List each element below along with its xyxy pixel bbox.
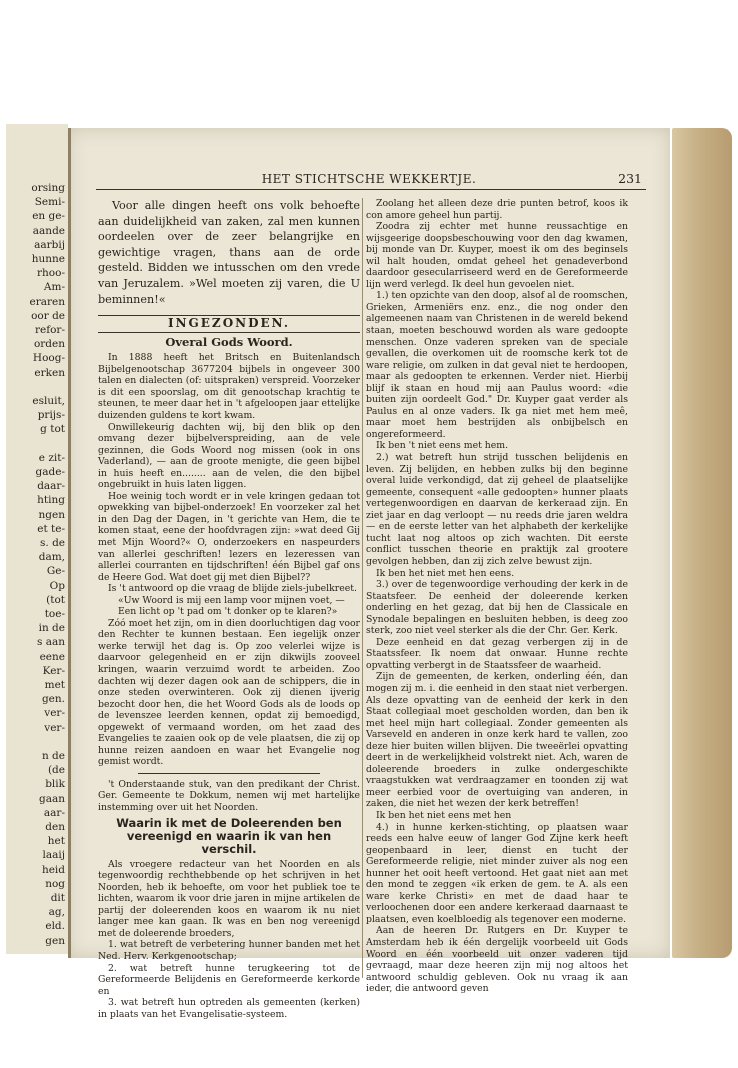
left-page-line: (tot: [46, 593, 65, 606]
left-page-line: ngen: [38, 508, 65, 521]
right-page: [68, 128, 670, 1020]
left-page-line: n de: [41, 750, 65, 762]
left-page-line: esluit,: [32, 395, 65, 407]
section-heading: INGEZONDEN.: [98, 315, 360, 333]
left-page-line: hting: [37, 494, 65, 507]
left-page-line: (de: [47, 764, 65, 777]
left-page-line: Semi-: [34, 196, 65, 209]
left-page-line: dit: [50, 892, 65, 904]
left-page-line: gaan: [38, 792, 65, 805]
page-number: 231: [618, 171, 642, 186]
left-page-line: s aan: [36, 636, 65, 649]
left-page-line: nog: [45, 877, 65, 890]
article-paragraph: Hoe weinig toch wordt er in vele kringen gedaan tot opwekking van bijbel-onderzoek! En voorzeker zal het in den Dag der Dagen, in 't gerichte van Hem, die te komen staat, eene der hoofdvragen zijn: »wat deed Gij met Mijn Woord?« O, onderzoekers en naspeurders van allerlei geschriften! lezers en lezeressen van allerlei courranten en tijdschriften! één Bijbel gaf ons de Heere God. Wat doet gij met dien Bijbel??: [98, 490, 360, 583]
left-page-line: aarbij: [34, 238, 65, 251]
left-page-fragment: [6, 124, 68, 954]
left-page-line: Op: [49, 579, 65, 592]
column-right: [366, 198, 628, 995]
article-title: Waarin ik met de Doleerenden ben vereenigd en waarin ik van hen verschil.: [116, 815, 342, 856]
article-paragraph: 4.) in hunne kerken-stichting, op plaatsen waar reeds een halve eeuw of langer God Zijne kerk heeft geopenbaard in leer, dienst en tucht der Gereformeerde religie, niet minder zuiver als nog een hunner het ooit heeft vertoond. Het gaat niet aan met den mond te zeggen «ik erken de gem. te A. als een ware kerke Christi» en met de daad haar te verloochenen door een andere kerkeraad daarnaast te plaatsen, even koelbloedig als tegenover een moderne.: [366, 821, 628, 925]
left-page-line: Ge-: [46, 565, 65, 578]
left-page-line: en ge-: [32, 210, 65, 223]
left-page-line: heid: [41, 863, 65, 876]
left-page-line: ver-: [44, 707, 65, 720]
verse-line: «Uw Woord is mij een lamp voor mijnen voet, —: [118, 594, 345, 606]
left-page-line: Hoog-: [32, 352, 65, 365]
left-page-line: den: [45, 821, 65, 833]
left-page-line: het: [47, 835, 65, 848]
left-page-line: blik: [45, 778, 65, 791]
left-page-line: ver-: [44, 721, 65, 734]
column-divider: [362, 198, 363, 978]
left-page-line: met: [44, 679, 65, 691]
article-paragraph: Onwillekeurig dachten wij, bij den blik op den omvang dezer bijbelverspreiding, aan de vele gezinnen, die Gods Woord nog missen (ook in ons Vaderland), — aan de groote menigte, die geen bijbel in huis heeft en........ aan de velen, die den bijbel ongebruikt in huis laten liggen.: [98, 421, 360, 491]
left-page-line: eraren: [29, 295, 65, 308]
left-page-line: orsing: [31, 182, 65, 194]
left-page-line: in de: [38, 622, 65, 635]
left-page-line: hunne: [31, 253, 65, 265]
article-paragraph: Zoolang het alleen deze drie punten betrof, koos ik con amore geheel hun partij.: [366, 198, 628, 221]
column-left: [98, 198, 360, 1020]
article-paragraph: 2.) wat betreft hun strijd tusschen belijdenis en leven. Zij belijden, en hebben zulks bij den beginne overal luide verkondigd, dat zij geheel de plaatselijke gemeente, consequent «alle gedoopten» hunner plaats vertegenwoordigen en daarvan de kerkeraad zijn. En ziet jaar en dag verloopt — nu reeds drie jaren weldra — en de eerste letter van het alphabeth der kerkelijke tucht laat nog altoos op zich wachten. Dit eerste conflict tusschen theorie en praktijk zal grootere gevolgen hebben, dan zij zich zelve bewust zijn.: [366, 452, 628, 567]
left-page-line: gade-: [35, 466, 65, 478]
editorial-note: 't Onderstaande stuk, van den predikant der Christ. Ger. Gemeente te Dokkum, nemen wij met hartelijke instemming over uit het Noorden.: [98, 778, 360, 814]
left-page-line: gen.: [41, 693, 65, 706]
left-page-line: gen: [45, 934, 65, 947]
left-page-line: prijs-: [37, 409, 65, 422]
left-page-line: e zit-: [38, 451, 65, 464]
left-page-line: s. de: [40, 537, 65, 549]
left-page-line: eene: [39, 650, 65, 663]
running-head: HET STICHTSCHE WEKKERTJE.: [261, 172, 477, 186]
article-paragraph: Zóó moet het zijn, om in dien doorluchtigen dag voor den Rechter te kunnen bestaan. Een iegelijk onzer werke terwijl het dag is. Op zoo velerlei wijze is daarvoor gelegenheid en er zijn dikwijls zooveel kringen, waarin verzuimd wordt te arbeiden. Zoo dachten wij dezer dagen ook aan de schippers, die in onze steden overwinteren. Ook zij dienen ijverig bezocht door hen, die het Woord Gods als de loods op de levenszee leerden kennen, opdat zij bemoedigd, opgewekt of vermaand worden, om het zaad des Evangelies te zaaien ook op de vele plaatsen, die zij op hunne reizen aandoen en waar het Evangelie nog gemist wordt.: [98, 617, 360, 768]
book-page-edges: [672, 128, 732, 958]
left-page-line: orden: [33, 338, 65, 351]
article-paragraph: In 1888 heeft het Britsch en Buitenlandsch Bijbelgenootschap 3677204 bijbels in ongeveer 300 talen en dialecten (of: uitspraken) verspreid. Voorzeker is dit een spoorslag, om dit genootschap krachtig te steunen, te meer daar het in 't afgeloopen jaar ettelijke duizenden guldens te kort kwam.: [98, 352, 360, 421]
article-paragraph: Ik ben het niet met hen eens.: [376, 567, 515, 579]
article-paragraph: 1. wat betreft de verbetering hunner banden met het Ned. Herv. Kerkgenootschap;: [98, 939, 360, 962]
left-page-line: et te-: [37, 522, 65, 535]
left-page-line: Am-: [43, 281, 65, 294]
left-page-line: ag,: [48, 906, 65, 919]
article-title: Overal Gods Woord.: [165, 334, 293, 349]
left-page-line: dam,: [38, 551, 65, 564]
article-paragraph: Ik ben 't niet eens met hem.: [376, 440, 509, 452]
article-paragraph: Aan de heeren Dr. Rutgers en Dr. Kuyper te Amsterdam heb ik één dergelijk voorbeeld uit Gods Woord en één voorbeeld uit onzer vaderen tijd gevraagd, maar deze heeren zijn mij nog altoos het antwoord schuldig gebleven. Ook nu vraag ik aan ieder, die antwoord geven: [366, 925, 628, 995]
page-gutter-edge: [68, 128, 71, 958]
left-page-line: aande: [32, 224, 65, 237]
article-paragraph: 2. wat betreft hunne terugkeering tot de Gereformeerde Belijdenis en Gereformeerde kerkorde en: [98, 962, 360, 997]
verse-line: Een licht op 't pad om 't donker op te klaren?»: [118, 606, 338, 618]
intro-paragraph: Voor alle dingen heeft ons volk behoefte aan duidelijkheid van zaken, zal men kunnen oordeelen over de zeer belangrijke en gewichtige vragen, thans aan de orde gesteld. Bidden we intusschen om den vrede van Jeruzalem. »Wel moeten zij varen, die U beminnen!«: [98, 199, 360, 306]
article-paragraph: 1.) ten opzichte van den doop, alsof al de roomschen, Grieken, Armeniërs enz. enz., die nog onder den algemeenen naam van Christenen in de wereld bekend staan, moeten beschouwd worden als ware gedoopte menschen. Onze vaderen spreken van de speciale gevallen, die overkomen uit de roomsche kerk tot de ware religie, om zulken in dat geval niet te herdoopen, maar als gedoopten te erkennen. Verder niet. Hierbij blijf ik staan en houd mij aan Paulus woord: «die buiten zijn oordeelt God." Dr. Kuyper gaat verder als Paulus en al onze vaders. Ik ga niet met hem meê, maar moet hem bestrijden als onbijbelsch en ongereformeerd.: [366, 290, 628, 440]
article-paragraph: 3.) over de tegenwoordige verhouding der kerk in de Staatsfeer. De eenheid der doleerende kerken onderling en het gezag, dat bij hen de Classicale en Synodale bepalingen en besluiten hebben, is deeg zoo sterk, zoo niet veel sterker als die der Chr. Ger. Kerk.: [366, 579, 628, 637]
article-separator: [138, 773, 320, 774]
header-rule: [96, 189, 646, 190]
left-page-line: refor-: [34, 324, 65, 336]
article-paragraph: 3. wat betreft hun optreden als gemeenten (kerken) in plaats van het Evangelisatie-systeem.: [98, 997, 360, 1020]
left-page-line: erken: [34, 366, 65, 379]
article-paragraph: Ik ben het niet eens met hen: [376, 809, 512, 821]
article-paragraph: Deze eenheid en dat gezag verbergen zij in de Staatssfeer. Ik noem dat onwaar. Hunne rechte opvatting verbergt in de Staatssfeer de waarheid.: [366, 636, 628, 671]
left-page-line: eld.: [45, 920, 65, 933]
left-page-line: laaij: [42, 849, 65, 862]
left-page-line: aar-: [43, 806, 65, 819]
article-paragraph: Is 't antwoord op die vraag de blijde ziels-jubelkreet.: [108, 583, 357, 595]
article-paragraph: Zoodra zij echter met hunne reussachtige en wijsgeerige doopsbeschouwing voor den dag kwamen, bij monde van Dr. Kuyper, moest ik om des beginsels wil halt houden, omdat geheel het genadeverbond daardoor gesecularriseerd werd en de Gereformeerde lijn werd verlegd. Ik deel hun gevoelen niet.: [366, 221, 628, 290]
article-paragraph: Als vroegere redacteur van het Noorden en als tegenwoordig rechthebbende op het schrijven in het Noorden, heb ik behoefte, om voor het publiek toe te lichten, waarom ik voor drie jaren in mijne artikelen de partij der doleerenden koos en waarom ik nu niet langer mee kan gaan. Ik was en ben nog vereenigd met de doleerende broeders,: [98, 858, 360, 939]
left-page-line: oor de: [31, 309, 65, 322]
left-page-line: rhoo-: [37, 267, 65, 280]
left-page-line: daar-: [37, 480, 65, 493]
left-page-line: g tot: [40, 423, 65, 436]
left-page-line: toe-: [44, 608, 65, 620]
article-paragraph: Zijn de gemeenten, de kerken, onderling één, dan mogen zij m. i. die eenheid in den staat niet verbergen. Als deze opvatting van de eenheid der kerk in den Staat collegiaal moet gescholden worden, dan ben ik met heel mijn hart collegiaal. Zonder gemeenten als Varseveld en anderen in onze kerk hard te vallen, zoo deze hier buiten willen blijven. Die tweeërlei opvatting deert in de werkelijkheid volstrekt niet. Ach, waren de doleerende broeders in zulke ondergeschikte vraagstukken wat verdraagzamer en toonden zij wat meer eerbied voor de overtuiging van anderen, in zaken, die niet het wezen der kerk betreffen!: [366, 671, 628, 810]
left-page-line: Ker-: [42, 664, 65, 677]
